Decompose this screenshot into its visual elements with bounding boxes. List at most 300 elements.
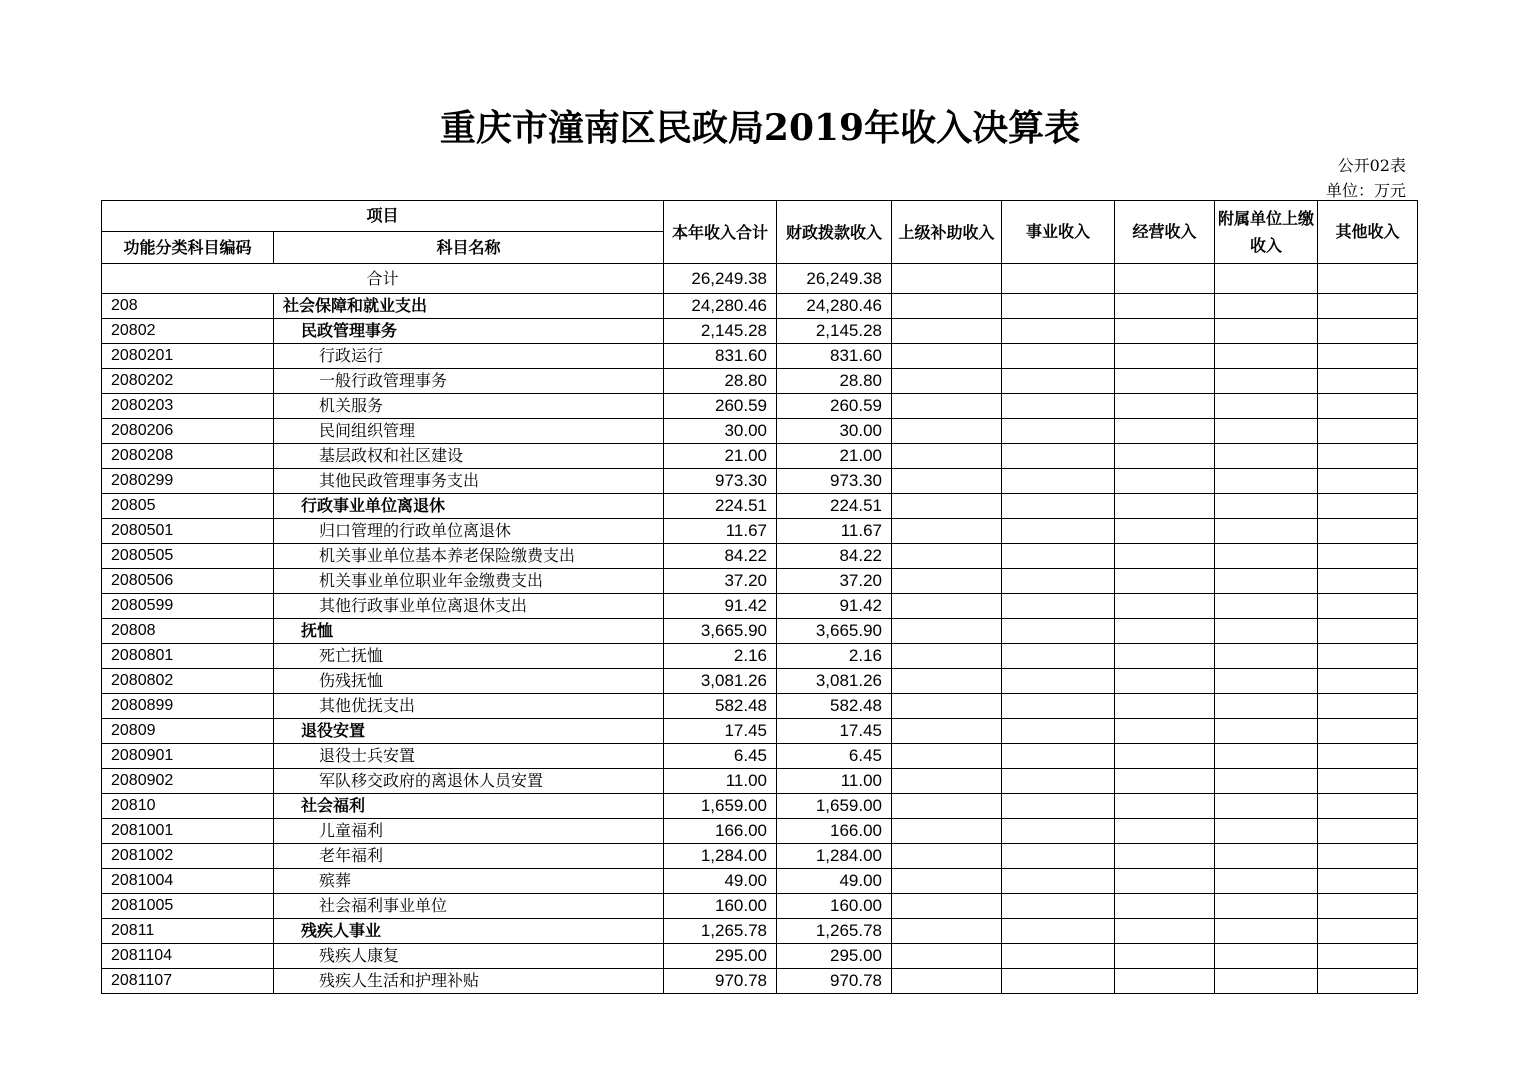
empty-cell bbox=[1318, 819, 1418, 844]
empty-cell bbox=[1215, 319, 1318, 344]
row-name: 行政事业单位离退休 bbox=[274, 494, 664, 519]
table-row bbox=[102, 694, 1418, 719]
table-row bbox=[102, 919, 1418, 944]
row-code: 20802 bbox=[102, 319, 274, 344]
empty-cell bbox=[1002, 294, 1115, 319]
empty-cell bbox=[1002, 494, 1115, 519]
empty-cell bbox=[892, 794, 1002, 819]
empty-cell bbox=[1115, 319, 1215, 344]
table-row bbox=[102, 519, 1418, 544]
row-name: 殡葬 bbox=[274, 869, 664, 894]
row-name: 民政管理事务 bbox=[274, 319, 664, 344]
empty-cell bbox=[1318, 419, 1418, 444]
empty-cell bbox=[892, 944, 1002, 969]
row-name: 退役安置 bbox=[274, 719, 664, 744]
empty-cell bbox=[1002, 944, 1115, 969]
table-row bbox=[102, 619, 1418, 644]
empty-cell bbox=[892, 319, 1002, 344]
empty-cell bbox=[1215, 264, 1318, 294]
empty-cell bbox=[1002, 669, 1115, 694]
row-code: 20811 bbox=[102, 919, 274, 944]
empty-cell bbox=[1215, 869, 1318, 894]
empty-cell bbox=[1318, 444, 1418, 469]
row-code: 2081005 bbox=[102, 894, 274, 919]
row-fiscal: 2,145.28 bbox=[777, 319, 892, 344]
row-fiscal: 970.78 bbox=[777, 969, 892, 994]
table-row bbox=[102, 844, 1418, 869]
row-code: 2080201 bbox=[102, 344, 274, 369]
empty-cell bbox=[1318, 494, 1418, 519]
empty-cell bbox=[1115, 344, 1215, 369]
empty-cell bbox=[1215, 344, 1318, 369]
row-fiscal: 224.51 bbox=[777, 494, 892, 519]
row-code: 2080801 bbox=[102, 644, 274, 669]
row-code: 20808 bbox=[102, 619, 274, 644]
row-code: 208 bbox=[102, 294, 274, 319]
empty-cell bbox=[1002, 619, 1115, 644]
row-fiscal: 260.59 bbox=[777, 394, 892, 419]
row-name: 残疾人事业 bbox=[274, 919, 664, 944]
empty-cell bbox=[1215, 419, 1318, 444]
empty-cell bbox=[892, 894, 1002, 919]
empty-cell bbox=[1215, 819, 1318, 844]
row-code: 2080902 bbox=[102, 769, 274, 794]
empty-cell bbox=[1215, 794, 1318, 819]
empty-cell bbox=[892, 919, 1002, 944]
empty-cell bbox=[1318, 694, 1418, 719]
empty-cell bbox=[1002, 444, 1115, 469]
row-fiscal: 1,284.00 bbox=[777, 844, 892, 869]
empty-cell bbox=[892, 394, 1002, 419]
row-fiscal: 37.20 bbox=[777, 569, 892, 594]
row-name: 退役士兵安置 bbox=[274, 744, 664, 769]
row-name: 社会保障和就业支出 bbox=[274, 294, 664, 319]
row-name: 机关事业单位基本养老保险缴费支出 bbox=[274, 544, 664, 569]
row-code: 20810 bbox=[102, 794, 274, 819]
table-row bbox=[102, 719, 1418, 744]
empty-cell bbox=[1215, 894, 1318, 919]
empty-cell bbox=[1115, 719, 1215, 744]
header-other: 其他收入 bbox=[1318, 201, 1418, 264]
row-total-income: 3,081.26 bbox=[664, 669, 777, 694]
table-row bbox=[102, 544, 1418, 569]
empty-cell bbox=[1115, 519, 1215, 544]
row-total-income: 49.00 bbox=[664, 869, 777, 894]
table-row bbox=[102, 369, 1418, 394]
empty-cell bbox=[1115, 869, 1215, 894]
empty-cell bbox=[1115, 444, 1215, 469]
row-code: 2081001 bbox=[102, 819, 274, 844]
empty-cell bbox=[1215, 944, 1318, 969]
empty-cell bbox=[1002, 969, 1115, 994]
empty-cell bbox=[1002, 919, 1115, 944]
table-row bbox=[102, 744, 1418, 769]
table-row bbox=[102, 644, 1418, 669]
empty-cell bbox=[892, 869, 1002, 894]
empty-cell bbox=[892, 694, 1002, 719]
empty-cell bbox=[1215, 769, 1318, 794]
row-total-income: 17.45 bbox=[664, 719, 777, 744]
empty-cell bbox=[1002, 894, 1115, 919]
table-row bbox=[102, 769, 1418, 794]
empty-cell bbox=[1318, 369, 1418, 394]
empty-cell bbox=[892, 294, 1002, 319]
empty-cell bbox=[1215, 394, 1318, 419]
header-affiliated: 附属单位上缴收入 bbox=[1215, 201, 1318, 264]
empty-cell bbox=[892, 669, 1002, 694]
empty-cell bbox=[1115, 594, 1215, 619]
empty-cell bbox=[892, 419, 1002, 444]
empty-cell bbox=[1215, 469, 1318, 494]
table-row bbox=[102, 444, 1418, 469]
header-code: 功能分类科目编码 bbox=[102, 232, 274, 264]
row-name: 其他民政管理事务支出 bbox=[274, 469, 664, 494]
row-name: 基层政权和社区建设 bbox=[274, 444, 664, 469]
empty-cell bbox=[892, 369, 1002, 394]
empty-cell bbox=[1215, 544, 1318, 569]
table-row bbox=[102, 819, 1418, 844]
row-total-income: 30.00 bbox=[664, 419, 777, 444]
empty-cell bbox=[1002, 819, 1115, 844]
header-operating: 经营收入 bbox=[1115, 201, 1215, 264]
empty-cell bbox=[1318, 844, 1418, 869]
empty-cell bbox=[892, 594, 1002, 619]
empty-cell bbox=[1002, 369, 1115, 394]
empty-cell bbox=[1115, 619, 1215, 644]
empty-cell bbox=[1115, 264, 1215, 294]
empty-cell bbox=[1318, 544, 1418, 569]
table-row bbox=[102, 944, 1418, 969]
row-name: 一般行政管理事务 bbox=[274, 369, 664, 394]
row-fiscal: 6.45 bbox=[777, 744, 892, 769]
unit-label: 单位：万元 bbox=[1325, 181, 1406, 200]
row-name: 社会福利事业单位 bbox=[274, 894, 664, 919]
empty-cell bbox=[1002, 594, 1115, 619]
row-name: 残疾人生活和护理补贴 bbox=[274, 969, 664, 994]
empty-cell bbox=[1215, 644, 1318, 669]
empty-cell bbox=[1115, 569, 1215, 594]
empty-cell bbox=[1215, 494, 1318, 519]
empty-cell bbox=[1318, 894, 1418, 919]
row-total-income: 973.30 bbox=[664, 469, 777, 494]
row-total-income: 1,659.00 bbox=[664, 794, 777, 819]
row-name: 其他行政事业单位离退休支出 bbox=[274, 594, 664, 619]
table-row bbox=[102, 394, 1418, 419]
row-fiscal: 3,665.90 bbox=[777, 619, 892, 644]
row-fiscal: 17.45 bbox=[777, 719, 892, 744]
row-total-income: 2.16 bbox=[664, 644, 777, 669]
total-fiscal-value: 26,249.38 bbox=[777, 264, 892, 294]
row-fiscal: 11.00 bbox=[777, 769, 892, 794]
row-name: 行政运行 bbox=[274, 344, 664, 369]
total-row bbox=[102, 264, 1418, 294]
row-total-income: 160.00 bbox=[664, 894, 777, 919]
empty-cell bbox=[1318, 319, 1418, 344]
table-row bbox=[102, 294, 1418, 319]
empty-cell bbox=[892, 494, 1002, 519]
table-row bbox=[102, 569, 1418, 594]
empty-cell bbox=[1215, 744, 1318, 769]
row-fiscal: 21.00 bbox=[777, 444, 892, 469]
empty-cell bbox=[1115, 919, 1215, 944]
row-code: 2080599 bbox=[102, 594, 274, 619]
row-total-income: 224.51 bbox=[664, 494, 777, 519]
row-total-income: 24,280.46 bbox=[664, 294, 777, 319]
row-name: 社会福利 bbox=[274, 794, 664, 819]
row-code: 2080901 bbox=[102, 744, 274, 769]
empty-cell bbox=[1318, 644, 1418, 669]
row-total-income: 970.78 bbox=[664, 969, 777, 994]
empty-cell bbox=[1002, 344, 1115, 369]
empty-cell bbox=[1318, 469, 1418, 494]
empty-cell bbox=[1318, 344, 1418, 369]
row-code: 2080202 bbox=[102, 369, 274, 394]
empty-cell bbox=[1002, 644, 1115, 669]
row-code: 2081004 bbox=[102, 869, 274, 894]
empty-cell bbox=[1318, 669, 1418, 694]
row-code: 20805 bbox=[102, 494, 274, 519]
total-label: 合计 bbox=[102, 264, 664, 294]
row-code: 2080505 bbox=[102, 544, 274, 569]
empty-cell bbox=[1215, 719, 1318, 744]
empty-cell bbox=[1318, 294, 1418, 319]
row-total-income: 582.48 bbox=[664, 694, 777, 719]
row-code: 2080802 bbox=[102, 669, 274, 694]
empty-cell bbox=[1002, 569, 1115, 594]
row-total-income: 831.60 bbox=[664, 344, 777, 369]
table-row bbox=[102, 319, 1418, 344]
row-name: 机关事业单位职业年金缴费支出 bbox=[274, 569, 664, 594]
row-fiscal: 3,081.26 bbox=[777, 669, 892, 694]
table-row bbox=[102, 794, 1418, 819]
row-name: 伤残抚恤 bbox=[274, 669, 664, 694]
table-row bbox=[102, 344, 1418, 369]
empty-cell bbox=[1115, 369, 1215, 394]
empty-cell bbox=[892, 969, 1002, 994]
empty-cell bbox=[1002, 544, 1115, 569]
row-total-income: 28.80 bbox=[664, 369, 777, 394]
row-code: 2080501 bbox=[102, 519, 274, 544]
header-project: 项目 bbox=[102, 201, 664, 232]
row-name: 残疾人康复 bbox=[274, 944, 664, 969]
table-row bbox=[102, 494, 1418, 519]
header-business: 事业收入 bbox=[1002, 201, 1115, 264]
empty-cell bbox=[1318, 619, 1418, 644]
header-superior: 上级补助收入 bbox=[892, 201, 1002, 264]
empty-cell bbox=[892, 719, 1002, 744]
empty-cell bbox=[892, 444, 1002, 469]
empty-cell bbox=[1115, 694, 1215, 719]
row-code: 2080208 bbox=[102, 444, 274, 469]
empty-cell bbox=[1002, 844, 1115, 869]
header-total-income: 本年收入合计 bbox=[664, 201, 777, 264]
empty-cell bbox=[1115, 669, 1215, 694]
row-total-income: 3,665.90 bbox=[664, 619, 777, 644]
income-table bbox=[101, 200, 1418, 994]
row-name: 老年福利 bbox=[274, 844, 664, 869]
empty-cell bbox=[1318, 394, 1418, 419]
row-total-income: 1,284.00 bbox=[664, 844, 777, 869]
row-total-income: 166.00 bbox=[664, 819, 777, 844]
empty-cell bbox=[1002, 469, 1115, 494]
form-number: 公开02表 bbox=[1337, 156, 1406, 175]
empty-cell bbox=[1318, 969, 1418, 994]
row-name: 归口管理的行政单位离退休 bbox=[274, 519, 664, 544]
row-fiscal: 49.00 bbox=[777, 869, 892, 894]
empty-cell bbox=[1318, 944, 1418, 969]
row-total-income: 37.20 bbox=[664, 569, 777, 594]
empty-cell bbox=[1318, 569, 1418, 594]
empty-cell bbox=[1215, 669, 1318, 694]
table-row bbox=[102, 669, 1418, 694]
row-total-income: 11.00 bbox=[664, 769, 777, 794]
row-name: 机关服务 bbox=[274, 394, 664, 419]
empty-cell bbox=[892, 519, 1002, 544]
empty-cell bbox=[1215, 444, 1318, 469]
empty-cell bbox=[1115, 294, 1215, 319]
empty-cell bbox=[1115, 394, 1215, 419]
row-name: 死亡抚恤 bbox=[274, 644, 664, 669]
empty-cell bbox=[1215, 619, 1318, 644]
empty-cell bbox=[1002, 719, 1115, 744]
empty-cell bbox=[1115, 544, 1215, 569]
empty-cell bbox=[892, 619, 1002, 644]
row-fiscal: 1,265.78 bbox=[777, 919, 892, 944]
row-name: 抚恤 bbox=[274, 619, 664, 644]
row-total-income: 91.42 bbox=[664, 594, 777, 619]
row-total-income: 295.00 bbox=[664, 944, 777, 969]
empty-cell bbox=[892, 544, 1002, 569]
empty-cell bbox=[1115, 769, 1215, 794]
row-code: 2081104 bbox=[102, 944, 274, 969]
empty-cell bbox=[1115, 894, 1215, 919]
empty-cell bbox=[1318, 594, 1418, 619]
empty-cell bbox=[1318, 769, 1418, 794]
empty-cell bbox=[1115, 819, 1215, 844]
total-income-value: 26,249.38 bbox=[664, 264, 777, 294]
row-total-income: 11.67 bbox=[664, 519, 777, 544]
row-name: 儿童福利 bbox=[274, 819, 664, 844]
empty-cell bbox=[1215, 969, 1318, 994]
empty-cell bbox=[1115, 844, 1215, 869]
row-fiscal: 11.67 bbox=[777, 519, 892, 544]
row-total-income: 21.00 bbox=[664, 444, 777, 469]
empty-cell bbox=[1215, 569, 1318, 594]
empty-cell bbox=[892, 469, 1002, 494]
header-name: 科目名称 bbox=[274, 232, 664, 264]
row-total-income: 2,145.28 bbox=[664, 319, 777, 344]
table-row bbox=[102, 469, 1418, 494]
header-fiscal: 财政拨款收入 bbox=[777, 201, 892, 264]
empty-cell bbox=[1115, 469, 1215, 494]
row-code: 2081002 bbox=[102, 844, 274, 869]
empty-cell bbox=[1318, 519, 1418, 544]
empty-cell bbox=[1115, 494, 1215, 519]
empty-cell bbox=[1002, 419, 1115, 444]
empty-cell bbox=[1115, 744, 1215, 769]
empty-cell bbox=[1115, 944, 1215, 969]
empty-cell bbox=[1002, 794, 1115, 819]
row-code: 2080206 bbox=[102, 419, 274, 444]
row-fiscal: 160.00 bbox=[777, 894, 892, 919]
empty-cell bbox=[1002, 319, 1115, 344]
empty-cell bbox=[1115, 969, 1215, 994]
row-fiscal: 973.30 bbox=[777, 469, 892, 494]
empty-cell bbox=[1002, 394, 1115, 419]
table-row bbox=[102, 969, 1418, 994]
empty-cell bbox=[892, 769, 1002, 794]
table-row bbox=[102, 594, 1418, 619]
empty-cell bbox=[1215, 594, 1318, 619]
empty-cell bbox=[892, 744, 1002, 769]
row-code: 2080203 bbox=[102, 394, 274, 419]
row-total-income: 1,265.78 bbox=[664, 919, 777, 944]
table-row bbox=[102, 894, 1418, 919]
row-fiscal: 2.16 bbox=[777, 644, 892, 669]
empty-cell bbox=[1215, 919, 1318, 944]
row-fiscal: 24,280.46 bbox=[777, 294, 892, 319]
empty-cell bbox=[1002, 264, 1115, 294]
empty-cell bbox=[1318, 264, 1418, 294]
empty-cell bbox=[892, 644, 1002, 669]
row-fiscal: 91.42 bbox=[777, 594, 892, 619]
empty-cell bbox=[1002, 744, 1115, 769]
row-fiscal: 84.22 bbox=[777, 544, 892, 569]
row-fiscal: 30.00 bbox=[777, 419, 892, 444]
empty-cell bbox=[1318, 919, 1418, 944]
row-fiscal: 582.48 bbox=[777, 694, 892, 719]
row-name: 民间组织管理 bbox=[274, 419, 664, 444]
empty-cell bbox=[892, 264, 1002, 294]
table-row bbox=[102, 419, 1418, 444]
empty-cell bbox=[1002, 519, 1115, 544]
empty-cell bbox=[1215, 369, 1318, 394]
row-code: 2081107 bbox=[102, 969, 274, 994]
empty-cell bbox=[1215, 294, 1318, 319]
empty-cell bbox=[1002, 769, 1115, 794]
empty-cell bbox=[892, 569, 1002, 594]
empty-cell bbox=[1215, 844, 1318, 869]
page-title: 重庆市潼南区民政局2019年收入决算表 bbox=[439, 107, 1081, 149]
row-name: 军队移交政府的离退休人员安置 bbox=[274, 769, 664, 794]
row-fiscal: 295.00 bbox=[777, 944, 892, 969]
table-row bbox=[102, 869, 1418, 894]
empty-cell bbox=[1318, 744, 1418, 769]
row-total-income: 260.59 bbox=[664, 394, 777, 419]
row-code: 20809 bbox=[102, 719, 274, 744]
empty-cell bbox=[892, 844, 1002, 869]
empty-cell bbox=[1115, 419, 1215, 444]
empty-cell bbox=[1002, 869, 1115, 894]
row-code: 2080899 bbox=[102, 694, 274, 719]
row-total-income: 84.22 bbox=[664, 544, 777, 569]
empty-cell bbox=[892, 819, 1002, 844]
row-name: 其他优抚支出 bbox=[274, 694, 664, 719]
row-total-income: 6.45 bbox=[664, 744, 777, 769]
row-fiscal: 166.00 bbox=[777, 819, 892, 844]
empty-cell bbox=[892, 344, 1002, 369]
empty-cell bbox=[1115, 644, 1215, 669]
row-code: 2080299 bbox=[102, 469, 274, 494]
row-fiscal: 1,659.00 bbox=[777, 794, 892, 819]
empty-cell bbox=[1215, 694, 1318, 719]
row-code: 2080506 bbox=[102, 569, 274, 594]
empty-cell bbox=[1215, 519, 1318, 544]
empty-cell bbox=[1002, 694, 1115, 719]
row-fiscal: 28.80 bbox=[777, 369, 892, 394]
empty-cell bbox=[1318, 869, 1418, 894]
empty-cell bbox=[1318, 794, 1418, 819]
